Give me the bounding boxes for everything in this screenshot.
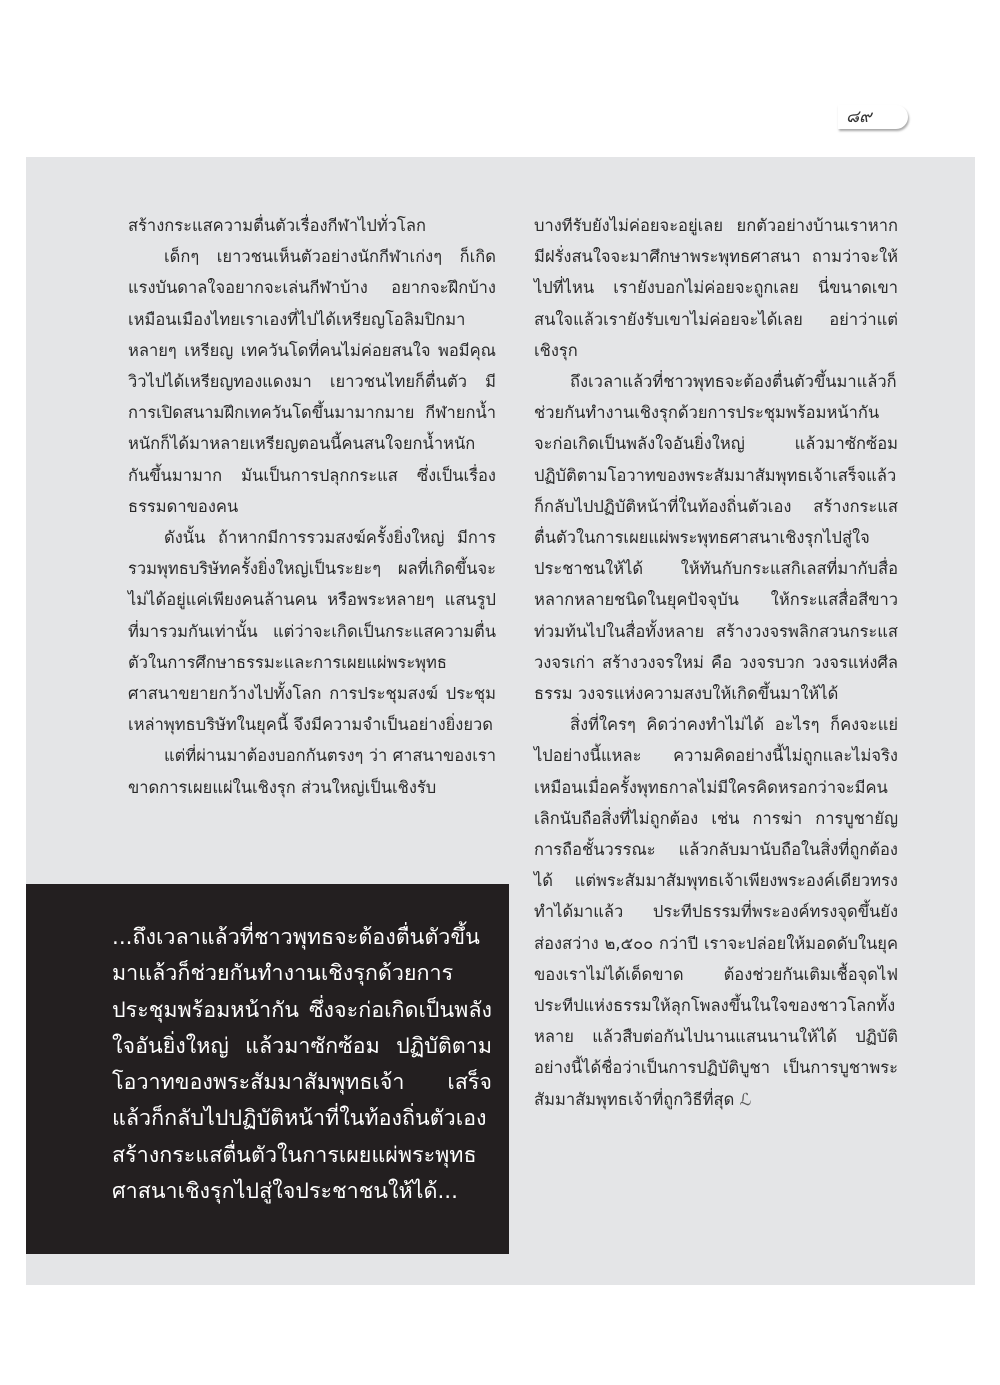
paragraph: เด็กๆ เยาวชนเห็นตัวอย่างนักกีฬาเก่งๆ ก็เกิดแรงบันดาลใจอยากจะเล่นกีฬาบ้าง อยากจะฝึกบ้าง เหมือนเมืองไทยเราเองที่ไปได้เหรียญโอลิมปิกมาหลายๆ เหรียญ เทควันโดที่คนไม่ค่อยสนใจ พอมีคุณวิวไปได้เหรียญทองแดงมา เยาวชนไทยก็ตื่นตัว มีการเปิดสนามฝึกเทควันโดขึ้นมามากมาย กีฬายกน้ำหนักก็ได้มาหลายเหรียญตอนนี้คนสนใจยกน้ำหนักกันขึ้นมามาก มันเป็นการปลุกกระแส ซึ่งเป็นเรื่องธรรมดาของคน [128, 247, 496, 516]
end-mark-icon: ℒ [739, 1089, 752, 1109]
paragraph: สร้างกระแสความตื่นตัวเรื่องกีฬาไปทั่วโลก [128, 216, 426, 235]
left-column [128, 210, 496, 803]
page-number: ๘๙ [838, 105, 908, 129]
paragraph-text: สิ่งที่ใครๆ คิดว่าคงทำไม่ได้ อะไรๆ ก็คงจะแย่ไปอย่างนี้แหละ ความคิดอย่างนี้ไม่ถูกและไม่จริง เหมือนเมื่อครั้งพุทธกาลไม่มีใครคิดหรอกว่าจะมีคนเลิกนับถือสิ่งที่ไม่ถูกต้อง เช่น การฆ่า การบูชายัญ การถือชั้นวรรณะ แล้วกลับมานับถือในสิ่งที่ถูกต้องได้ แต่พระสัมมาสัมพุทธเจ้าเพียงพระองค์เดียวทรงทำได้มาแล้ว ประทีปธรรมที่พระองค์ทรงจุดขึ้นยังส่องสว่าง ๒,๕๐๐ กว่าปี เราจะปล่อยให้มอดดับในยุคของเราไม่ได้เด็ดขาด ต้องช่วยกันเติมเชื้อจุดไฟประทีปแห่งธรรมให้ลุกโพลงขึ้นในใจของชาวโลกทั้งหลาย แล้วสืบต่อกันไปนานแสนนานให้ได้ ปฏิบัติอย่างนี้ได้ชื่อว่าเป็นการปฏิบัติบูชา เป็นการบูชาพระสัมมาสัมพุทธเจ้าที่ถูกวิธีที่สุด [534, 715, 898, 1109]
pull-quote: ...ถึงเวลาแล้วที่ชาวพุทธจะต้องตื่นตัวขึ้นมาแล้วก็ช่วยกันทำงานเชิงรุกด้วยการประชุมพร้อมหน้ากัน ซึ่งจะก่อเกิดเป็นพลังใจอันยิ่งใหญ่ แล้วมาซักซ้อม ปฏิบัติตามโอวาทของพระสัมมาสัมพุทธเจ้า เสร็จแล้วก็กลับไปปฏิบัติหน้าที่ในท้องถิ่นตัวเอง สร้างกระแสตื่นตัวในการเผยแผ่พระพุทธศาสนาเชิงรุกไปสู่ใจประชาชนให้ได้... [112, 925, 492, 1205]
paragraph: ถึงเวลาแล้วที่ชาวพุทธจะต้องตื่นตัวขึ้นมาแล้วก็ช่วยกันทำงานเชิงรุกด้วยการประชุมพร้อมหน้ากัน จะก่อเกิดเป็นพลังใจอันยิ่งใหญ่ แล้วมาซักซ้อม ปฏิบัติตามโอวาทของพระสัมมาสัมพุทธเจ้าเสร็จแล้วก็กลับไปปฏิบัติหน้าที่ในท้องถิ่นตัวเอง สร้างกระแสตื่นตัวในการเผยแผ่พระพุทธศาสนาเชิงรุกไปสู่ใจประชาชนให้ได้ ให้ทันกับกระแสกิเลสที่มากับสื่อหลากหลายชนิดในยุคปัจจุบัน ให้กระแสสื่อสีขาวท่วมท้นไปในสื่อทั้งหลาย สร้างวงจรพลิกสวนกระแสวงจรเก่า สร้างวงจรใหม่ คือ วงจรบวก วงจรแห่งศีลธรรม วงจรแห่งความสงบให้เกิดขึ้นมาให้ได้ [534, 372, 898, 704]
paragraph [534, 709, 898, 1115]
right-column [534, 210, 898, 1115]
paragraph: บางทีรับยังไม่ค่อยจะอยู่เลย ยกตัวอย่างบ้านเราหากมีฝรั่งสนใจจะมาศึกษาพระพุทธศาสนา ถามว่าจะให้ไปที่ไหน เรายังบอกไม่ค่อยจะถูกเลย นี่ขนาดเขาสนใจแล้วเรายังรับเขาไม่ค่อยจะได้เลย อย่าว่าแต่เชิงรุก [534, 216, 898, 360]
paragraph: ดังนั้น ถ้าหากมีการรวมสงฆ์ครั้งยิ่งใหญ่ มีการรวมพุทธบริษัทครั้งยิ่งใหญ่เป็นระยะๆ ผลที่เกิดขึ้นจะไม่ได้อยู่แค่เพียงคนล้านคน หรือพระหลายๆ แสนรูป ที่มารวมกันเท่านั้น แต่ว่าจะเกิดเป็นกระแสความตื่นตัวในการศึกษาธรรมะและการเผยแผ่พระพุทธศาสนาขยายกว้างไปทั้งโลก การประชุมสงฆ์ ประชุมเหล่าพุทธบริษัทในยุคนี้ จึงมีความจำเป็นอย่างยิ่งยวด [128, 528, 496, 735]
paragraph: แต่ที่ผ่านมาต้องบอกกันตรงๆ ว่า ศาสนาของเราขาดการเผยแผ่ในเชิงรุก ส่วนใหญ่เป็นเชิงรับ [128, 746, 496, 797]
